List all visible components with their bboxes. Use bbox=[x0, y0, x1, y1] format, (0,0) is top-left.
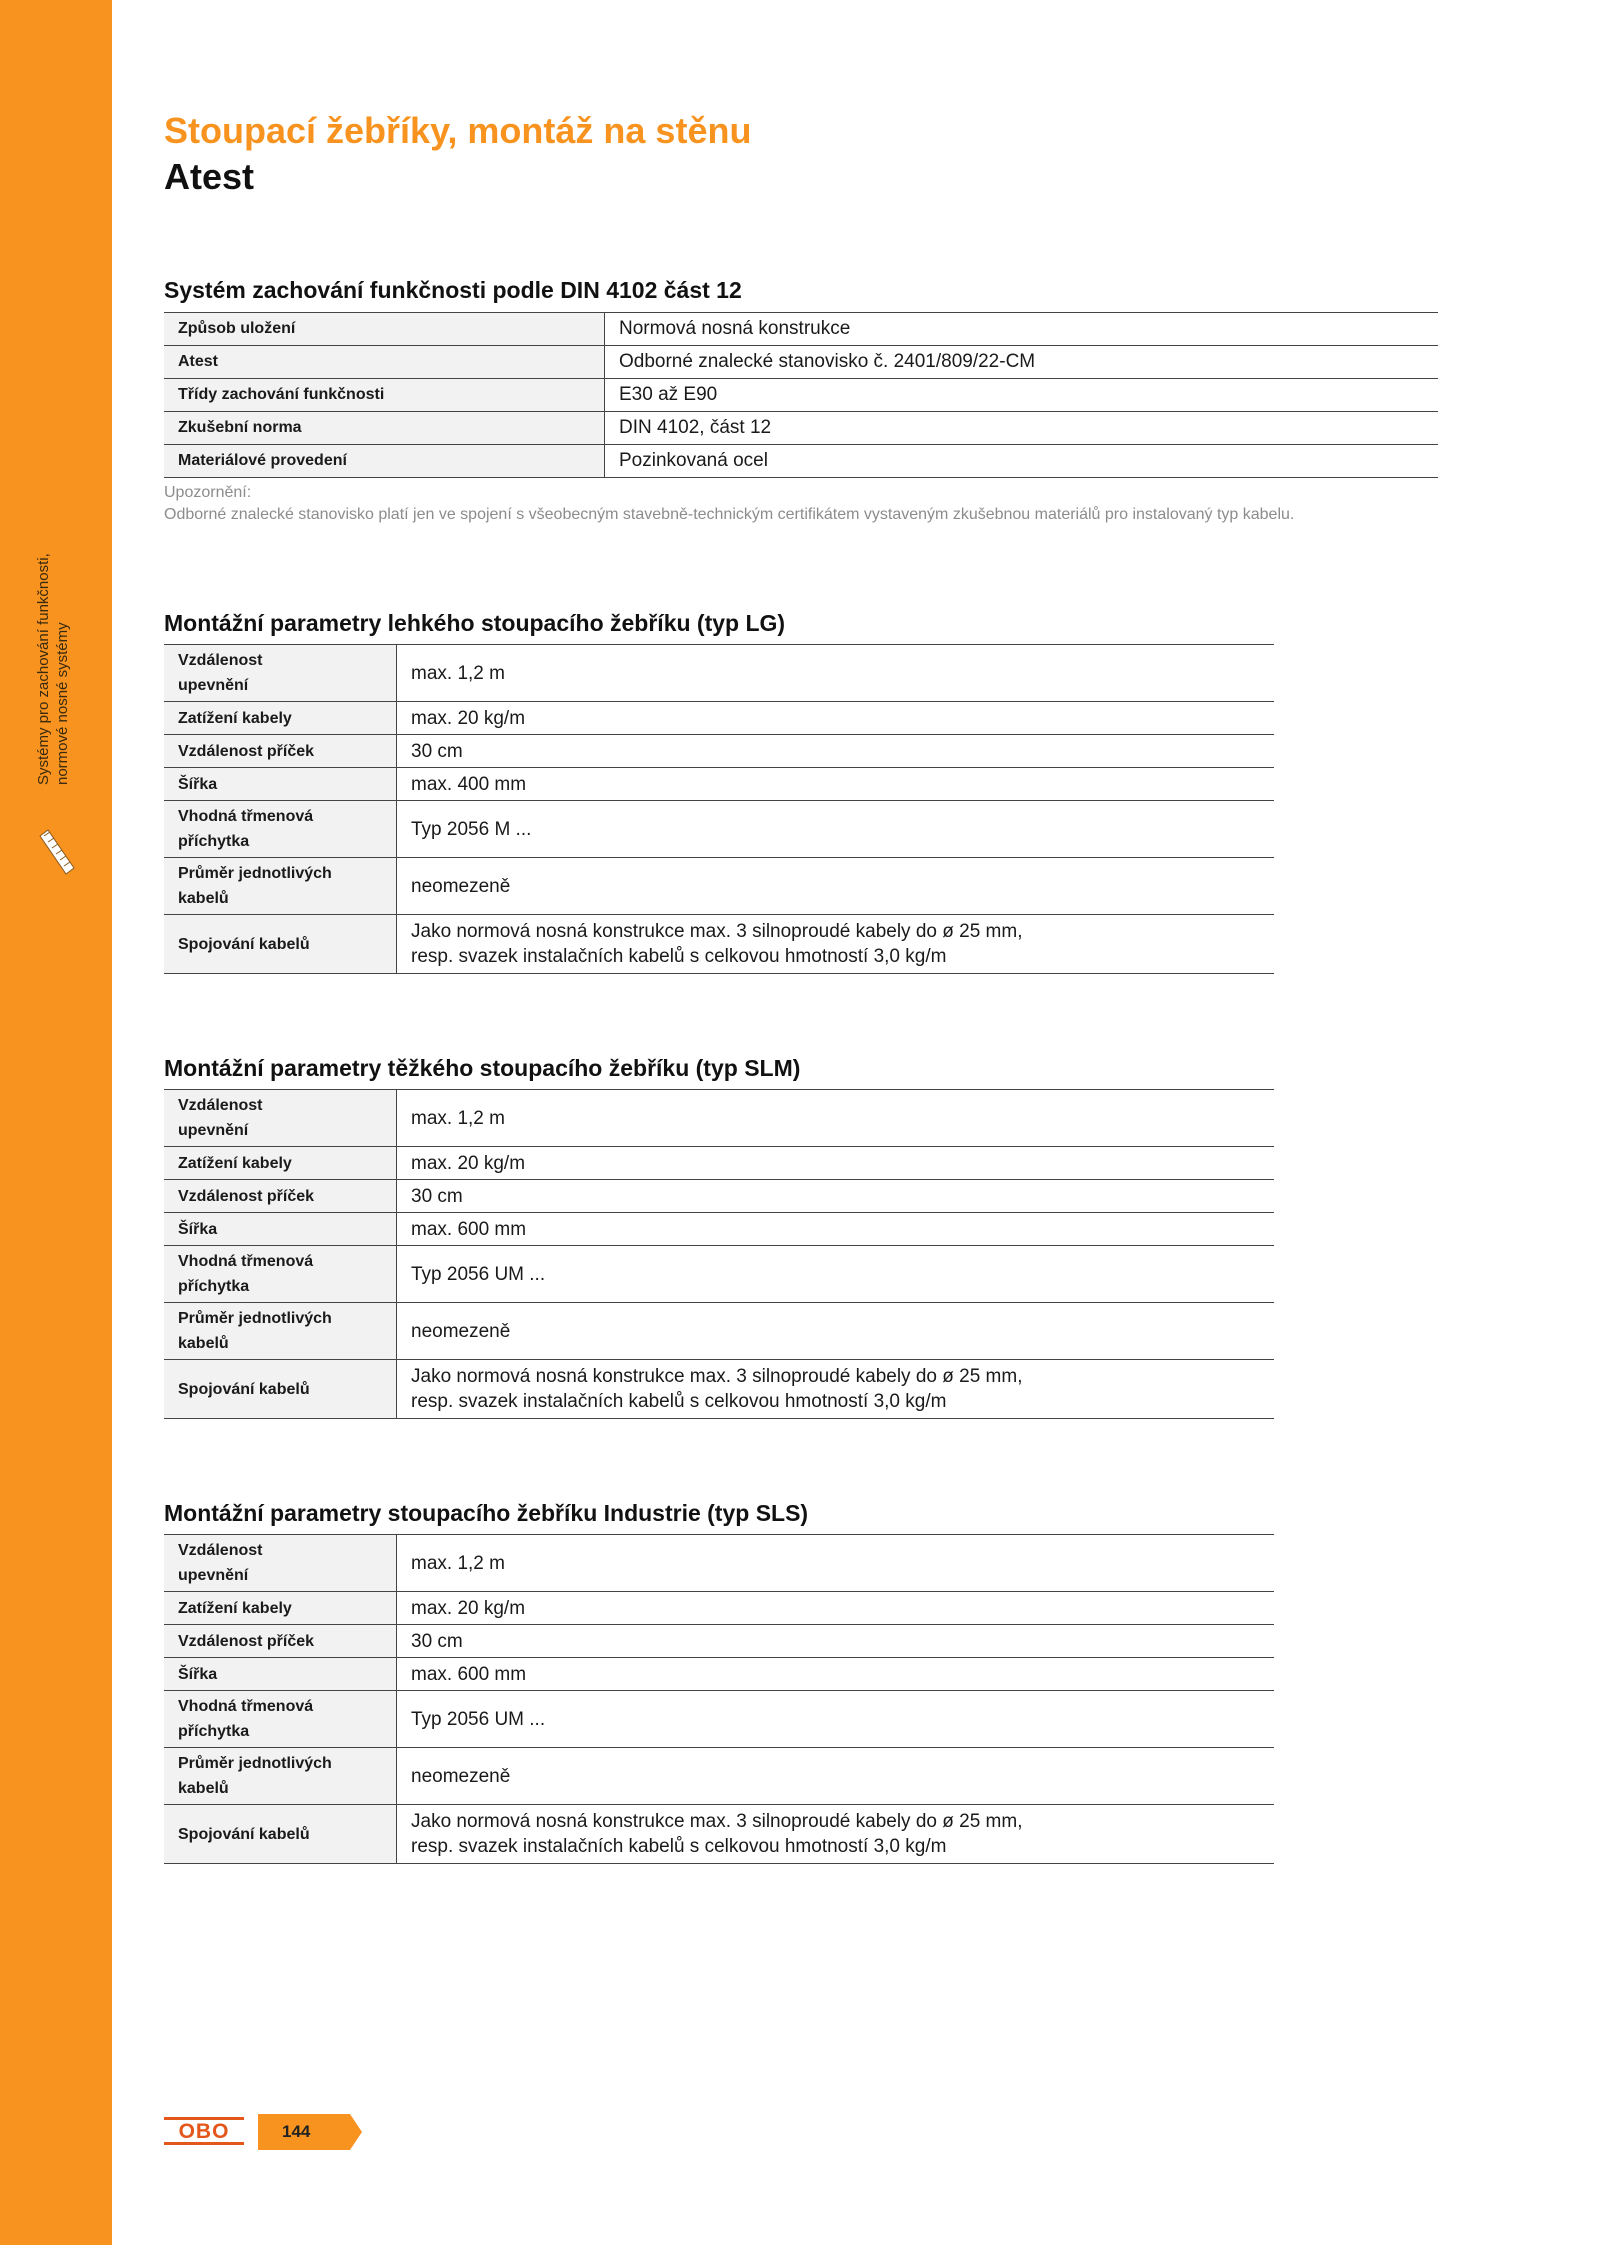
row-label: Průměr jednotlivých bbox=[178, 1310, 332, 1327]
table-row bbox=[164, 1592, 1274, 1625]
row-label: Zatížení kabely bbox=[164, 1592, 397, 1625]
row-value: max. 1,2 m bbox=[397, 645, 1275, 702]
row-label: kabelů bbox=[178, 1335, 229, 1352]
sidebar-line-1: Systémy pro zachování funkčnosti, bbox=[35, 553, 52, 785]
row-value: neomezeně bbox=[397, 858, 1275, 915]
row-label: Vzdálenost bbox=[178, 652, 263, 669]
obo-logo bbox=[164, 2117, 244, 2145]
row-value: neomezeně bbox=[397, 1303, 1275, 1360]
table-row bbox=[164, 412, 1438, 445]
row-label: Atest bbox=[164, 346, 605, 379]
row-label: Šířka bbox=[164, 1213, 397, 1246]
row-label: Šířka bbox=[164, 768, 397, 801]
table-row bbox=[164, 379, 1438, 412]
row-label: Spojování kabelů bbox=[164, 1360, 397, 1419]
row-label: Vhodná třmenová bbox=[178, 1698, 314, 1715]
table-row bbox=[164, 768, 1274, 801]
slm-section bbox=[164, 1052, 1274, 1419]
row-label: Spojování kabelů bbox=[164, 1805, 397, 1864]
row-value: max. 20 kg/m bbox=[397, 1147, 1275, 1180]
row-label: Zatížení kabely bbox=[164, 702, 397, 735]
row-label: upevnění bbox=[178, 677, 249, 694]
page-subtitle: Atest bbox=[164, 156, 255, 197]
row-label: Zatížení kabely bbox=[164, 1147, 397, 1180]
row-label: Vhodná třmenová bbox=[178, 808, 314, 825]
row-label: Materiálové provedení bbox=[164, 445, 605, 478]
row-value: Normová nosná konstrukce bbox=[605, 313, 1439, 346]
row-label: upevnění bbox=[178, 1567, 249, 1584]
din-section-title: Systém zachování funkčnosti podle DIN 4102 část 12 bbox=[164, 277, 742, 303]
table-row bbox=[164, 735, 1274, 768]
slm-table bbox=[164, 1089, 1274, 1419]
row-value: resp. svazek instalačních kabelů s celkovou hmotností 3,0 kg/m bbox=[411, 946, 947, 967]
row-value: Jako normová nosná konstrukce max. 3 silnoproudé kabely do ø 25 mm, bbox=[411, 1811, 1023, 1832]
row-label: Průměr jednotlivých bbox=[178, 1755, 332, 1772]
table-row bbox=[164, 1625, 1274, 1658]
row-label: Třídy zachování funkčnosti bbox=[164, 379, 605, 412]
sidebar-band bbox=[0, 0, 112, 2245]
row-value: max. 1,2 m bbox=[397, 1535, 1275, 1592]
row-value: neomezeně bbox=[397, 1748, 1275, 1805]
row-value: DIN 4102, část 12 bbox=[605, 412, 1439, 445]
table-row bbox=[164, 346, 1438, 379]
row-label: kabelů bbox=[178, 890, 229, 907]
table-row bbox=[164, 445, 1438, 478]
page-number: 144 bbox=[282, 2122, 311, 2141]
sidebar-chapter-label bbox=[34, 465, 72, 785]
row-label: příchytka bbox=[178, 833, 250, 850]
cable-ladder-icon bbox=[38, 828, 76, 878]
page-title: Stoupací žebříky, montáž na stěnu bbox=[164, 110, 752, 151]
row-value: Odborné znalecké stanovisko č. 2401/809/22-CM bbox=[605, 346, 1439, 379]
note-text: Odborné znalecké stanovisko platí jen ve spojení s všeobecným stavebně-technickým certifikátem vystaveným zkušebnou materiálů pro instalovaný typ kabelu. bbox=[164, 506, 1295, 523]
row-value: resp. svazek instalačních kabelů s celkovou hmotností 3,0 kg/m bbox=[411, 1836, 947, 1857]
row-label: Vzdálenost bbox=[178, 1097, 263, 1114]
table-row bbox=[164, 1360, 1274, 1419]
row-label: Vhodná třmenová bbox=[178, 1253, 314, 1270]
row-value: max. 400 mm bbox=[397, 768, 1275, 801]
row-value: max. 20 kg/m bbox=[397, 1592, 1275, 1625]
row-value: 30 cm bbox=[397, 735, 1275, 768]
lg-table bbox=[164, 644, 1274, 974]
table-row bbox=[164, 1535, 1274, 1592]
row-value: resp. svazek instalačních kabelů s celkovou hmotností 3,0 kg/m bbox=[411, 1391, 947, 1412]
din-table bbox=[164, 312, 1438, 478]
table-row bbox=[164, 858, 1274, 915]
warning-note bbox=[164, 482, 1438, 526]
row-value: Jako normová nosná konstrukce max. 3 silnoproudé kabely do ø 25 mm, bbox=[411, 921, 1023, 942]
row-value: max. 600 mm bbox=[397, 1213, 1275, 1246]
table-row bbox=[164, 313, 1438, 346]
table-row bbox=[164, 801, 1274, 858]
row-label: Vzdálenost příček bbox=[164, 1625, 397, 1658]
row-value: Jako normová nosná konstrukce max. 3 silnoproudé kabely do ø 25 mm, bbox=[411, 1366, 1023, 1387]
row-label: Šířka bbox=[164, 1658, 397, 1691]
row-label: Průměr jednotlivých bbox=[178, 865, 332, 882]
table-row bbox=[164, 1805, 1274, 1864]
lg-section bbox=[164, 607, 1274, 974]
row-label: Způsob uložení bbox=[164, 313, 605, 346]
note-heading: Upozornění: bbox=[164, 484, 252, 501]
sls-section bbox=[164, 1497, 1274, 1864]
table-row bbox=[164, 1090, 1274, 1147]
table-row bbox=[164, 1246, 1274, 1303]
row-label: Spojování kabelů bbox=[164, 915, 397, 974]
row-label: kabelů bbox=[178, 1780, 229, 1797]
sls-table bbox=[164, 1534, 1274, 1864]
row-label: Vzdálenost příček bbox=[164, 1180, 397, 1213]
table-row bbox=[164, 702, 1274, 735]
row-value: Pozinkovaná ocel bbox=[605, 445, 1439, 478]
table-row bbox=[164, 915, 1274, 974]
row-value: 30 cm bbox=[397, 1625, 1275, 1658]
row-label: příchytka bbox=[178, 1723, 250, 1740]
row-value: Typ 2056 M ... bbox=[397, 801, 1275, 858]
row-label: Zkušební norma bbox=[164, 412, 605, 445]
table-row bbox=[164, 1658, 1274, 1691]
obo-logo-text: OBO bbox=[178, 2120, 230, 2143]
row-label: Vzdálenost bbox=[178, 1542, 263, 1559]
lg-section-title: Montážní parametry lehkého stoupacího žebříku (typ LG) bbox=[164, 610, 786, 636]
table-row bbox=[164, 1303, 1274, 1360]
row-value: max. 600 mm bbox=[397, 1658, 1275, 1691]
page-number-tab bbox=[258, 2112, 364, 2152]
row-value: max. 20 kg/m bbox=[397, 702, 1275, 735]
din-section bbox=[164, 274, 1438, 526]
slm-section-title: Montážní parametry těžkého stoupacího žebříku (typ SLM) bbox=[164, 1055, 801, 1081]
row-value: max. 1,2 m bbox=[397, 1090, 1275, 1147]
table-row bbox=[164, 1748, 1274, 1805]
row-label: příchytka bbox=[178, 1278, 250, 1295]
table-row bbox=[164, 645, 1274, 702]
row-value: Typ 2056 UM ... bbox=[397, 1691, 1275, 1748]
row-value: Typ 2056 UM ... bbox=[397, 1246, 1275, 1303]
table-row bbox=[164, 1691, 1274, 1748]
sls-section-title: Montážní parametry stoupacího žebříku Industrie (typ SLS) bbox=[164, 1500, 809, 1526]
row-value: 30 cm bbox=[397, 1180, 1275, 1213]
table-row bbox=[164, 1147, 1274, 1180]
table-row bbox=[164, 1180, 1274, 1213]
row-label: Vzdálenost příček bbox=[164, 735, 397, 768]
sidebar-line-2: normové nosné systémy bbox=[54, 622, 71, 785]
row-label: upevnění bbox=[178, 1122, 249, 1139]
row-value: E30 až E90 bbox=[605, 379, 1439, 412]
table-row bbox=[164, 1213, 1274, 1246]
